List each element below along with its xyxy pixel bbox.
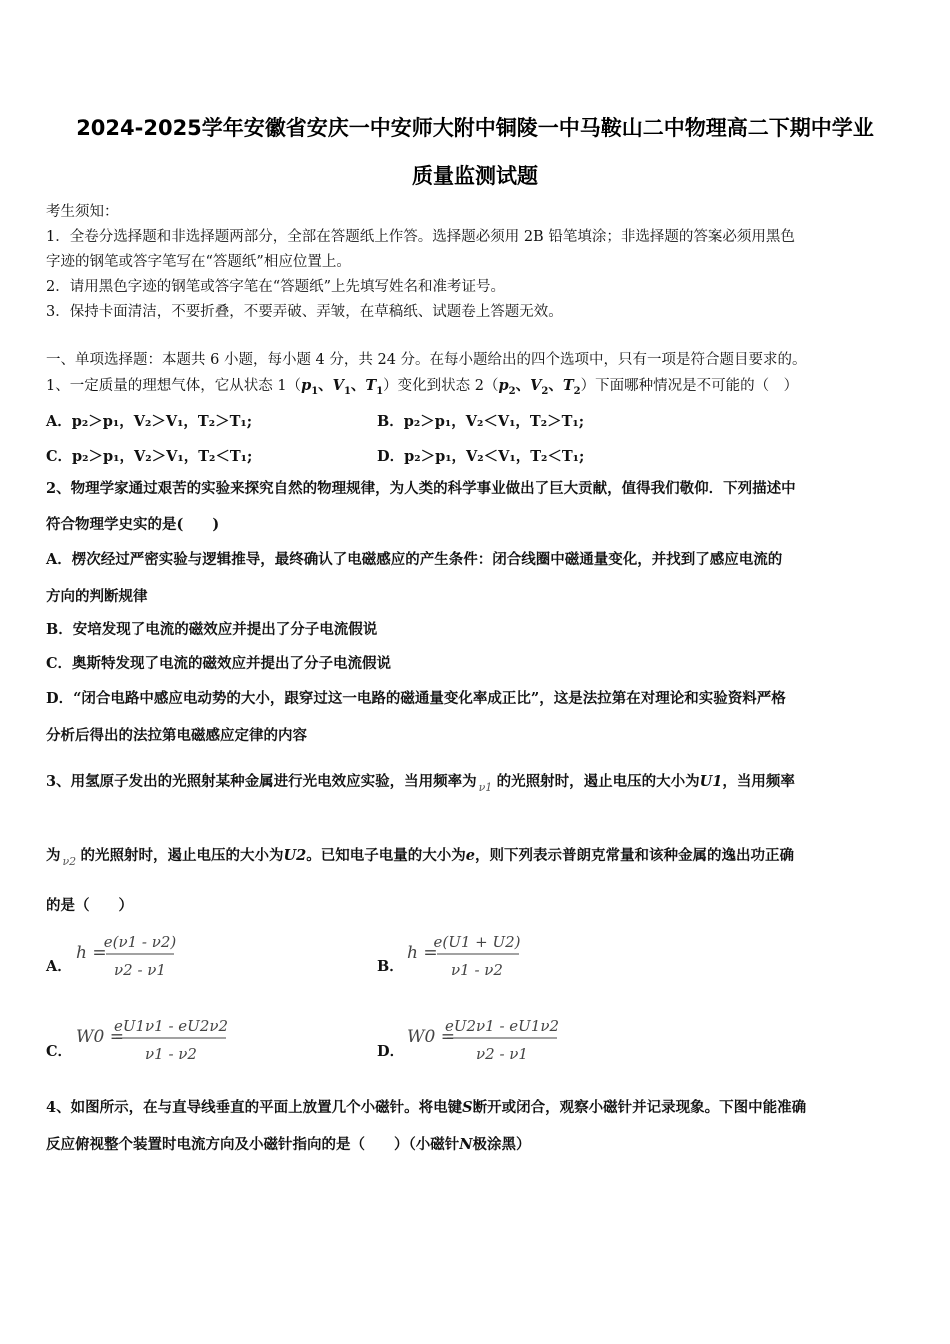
- q2-option-d-2: 分析后得出的法拉第电磁感应定律的内容: [46, 727, 307, 744]
- q3-formula-d-svg: [407, 1012, 567, 1068]
- n-symbol: N: [459, 1136, 473, 1153]
- formula-d-num: eU2ν1 - eU1ν2: [444, 1017, 560, 1035]
- notice-item-2: 2．请用黑色字迹的钢笔或答字笔在“答题纸”上先填写姓名和准考证号。: [46, 279, 506, 295]
- q1-stem-a: 1、一定质量的理想气体，它从状态 1（: [46, 378, 302, 394]
- q2-option-b: B．安培发现了电流的磁效应并提出了分子电流假说: [46, 621, 378, 638]
- q3-stem-1a: 3、用氢原子发出的光照射某种金属进行光电效应实验，当用频率为: [46, 773, 477, 790]
- q3-stem-2: [46, 846, 794, 866]
- q2-stem-2: 符合物理学史实的是( ): [46, 516, 220, 533]
- q3-option-d-label: D．: [377, 1043, 405, 1060]
- q4-stem-1a: 4、如图所示，在与直导线垂直的平面上放置几个小磁针。将电键: [46, 1099, 463, 1116]
- formula-c-den: ν1 - ν2: [145, 1045, 197, 1063]
- q1-stem-c: ）下面哪种情况是不可能的（ ）: [580, 378, 799, 394]
- q1-option-b: B．p₂＞p₁，V₂＜V₁，T₂＞T₁;: [377, 413, 585, 430]
- q1-stem: 1、一定质量的理想气体，它从状态 $1(p_1$、$V_1$、$T_1$）变化到状态 $2(p_2$、$V_2$、$T_2$）下面哪种情况是不可能的（ ）: [46, 377, 799, 397]
- q2-option-d-1: D．“闭合电路中感应电动势的大小，跟穿过这一电路的磁通量变化率成正比”，这是法拉第在对理论和实验资料严格: [46, 690, 786, 707]
- formula-a-lhs: h =: [76, 943, 107, 963]
- formula-c-lhs: W0 =: [76, 1027, 124, 1047]
- q3-formula-b: [407, 928, 537, 984]
- notice-item-1b: 字迹的钢笔或答字笔写在“答题纸”相应位置上。: [46, 254, 351, 270]
- nu2-symbol: ν2: [62, 855, 77, 868]
- formula-a-den: ν2 - ν1: [114, 961, 166, 979]
- q1-option-c: C．p₂＞p₁，V₂＞V₁，T₂＜T₁;: [46, 448, 253, 465]
- title-line-1: 2024-2025学年安徽省安庆一中安师大附中铜陵一中马鞍山二中物理高二下期中学业: [76, 116, 874, 140]
- q3-option-a-label: A．: [46, 958, 72, 975]
- title-line-2: 质量监测试题: [412, 164, 538, 188]
- q3-stem-2c: 。已知电子电量的大小为: [306, 847, 466, 864]
- q1-option-d: D．p₂＞p₁，V₂＜V₁，T₂＜T₁;: [377, 448, 585, 465]
- formula-d-lhs: W0 =: [407, 1027, 455, 1047]
- e-symbol: e: [465, 847, 475, 864]
- formula-b-num: e(U1 + U2): [433, 933, 521, 951]
- q3-formula-b-svg: [407, 928, 537, 984]
- q3-stem-2b: 的光照射时，遏止电压的大小为: [80, 847, 284, 864]
- q1-option-a: A．p₂＞p₁，V₂＞V₁，T₂＞T₁;: [46, 413, 253, 430]
- formula-d-den: ν2 - ν1: [476, 1045, 528, 1063]
- q3-formula-c-svg: [76, 1012, 236, 1068]
- notice-item-3: 3．保持卡面清洁，不要折叠，不要弄破、弄皱，在草稿纸、试题卷上答题无效。: [46, 304, 563, 320]
- q3-formula-c: [76, 1012, 236, 1068]
- q3-stem-1: [46, 772, 795, 792]
- notice-heading: 考生须知：: [46, 204, 119, 220]
- q2-option-a-1: A．楞次经过严密实验与逻辑推导，最终确认了电磁感应的产生条件：闭合线圈中磁通量变化，并找到了感应电流的: [46, 551, 783, 568]
- formula-a-num: e(ν1 - ν2): [103, 933, 177, 951]
- q3-formula-a-svg: [76, 928, 196, 984]
- q4-stem-1: [46, 1098, 806, 1118]
- q4-stem-2: [46, 1135, 531, 1155]
- s-symbol: S: [462, 1099, 473, 1116]
- notice-item-1a: 1．全卷分选择题和非选择题两部分，全部在答题纸上作答。选择题必须用 2B 铅笔填涂；非选择题的答案必须用黑色: [46, 229, 795, 245]
- formula-b-den: ν1 - ν2: [451, 961, 503, 979]
- u1-symbol: U1: [699, 773, 723, 790]
- q3-formula-d: [407, 1012, 567, 1068]
- q2-option-a-2: 方向的判断规律: [46, 588, 148, 605]
- q3-formula-a: [76, 928, 196, 984]
- q4-stem-2b: 极涂黑）: [472, 1136, 531, 1153]
- q3-stem-2d: ，则下列表示普朗克常量和该种金属的逸出功正确: [474, 847, 794, 864]
- q3-option-b-label: B．: [377, 958, 404, 975]
- q3-stem-2a: 为: [46, 847, 61, 864]
- q3-stem-1c: ，当用频率: [722, 773, 795, 790]
- q2-option-c: C．奥斯特发现了电流的磁效应并提出了分子电流假说: [46, 655, 392, 672]
- q1-stem-b: ）变化到状态 2（: [383, 378, 499, 394]
- q2-stem-1: 2、物理学家通过艰苦的实验来探究自然的物理规律，为人类的科学事业做出了巨大贡献，值得我们敬仰．下列描述中: [46, 480, 796, 497]
- q3-stem-1b: 的光照射时，遏止电压的大小为: [496, 773, 700, 790]
- nu1-symbol: ν1: [478, 781, 493, 794]
- u2-symbol: U2: [283, 847, 307, 864]
- q3-stem-3: 的是（ ）: [46, 897, 133, 914]
- formula-b-lhs: h =: [407, 943, 438, 963]
- q4-stem-1b: 断开或闭合，观察小磁针并记录现象。下图中能准确: [472, 1099, 807, 1116]
- section-1-heading: 一、单项选择题：本题共 6 小题，每小题 4 分，共 24 分。在每小题给出的四个选项中，只有一项是符合题目要求的。: [46, 352, 807, 368]
- q4-stem-2a: 反应俯视整个装置时电流方向及小磁针指向的是（ ）（小磁针: [46, 1136, 460, 1153]
- q3-option-c-label: C．: [46, 1043, 73, 1060]
- formula-c-num: eU1ν1 - eU2ν2: [113, 1017, 229, 1035]
